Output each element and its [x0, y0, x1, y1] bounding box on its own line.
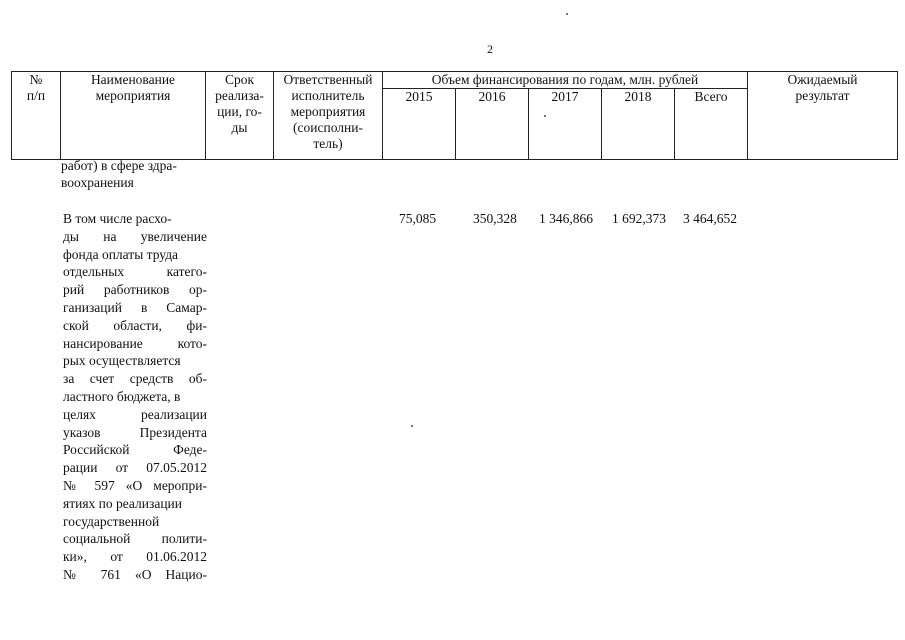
description-line: ганизаций в Самар-: [63, 299, 207, 315]
header-executor: Ответственный исполнитель мероприятия (соисполни- тель): [274, 72, 383, 160]
header-year-2015: 2015: [383, 89, 456, 160]
description-line: указов Президента: [63, 424, 207, 440]
header-num: № п/п: [12, 72, 61, 160]
header-funding: Объем финансирования по годам, млн. рублей: [383, 72, 748, 89]
value-total: 3 464,652: [683, 211, 737, 226]
value-2017: 1 346,866: [539, 211, 593, 226]
description-line: № 761 «О Нацио-: [63, 566, 207, 582]
description-line: рых осуществляется: [63, 353, 181, 369]
scan-speck: [544, 115, 546, 117]
description-line: рации от 07.05.2012: [63, 460, 207, 476]
description-line: В том числе расхо-: [63, 211, 172, 226]
description-line: Российской Феде-: [63, 442, 207, 458]
description-line: государственной: [63, 513, 160, 529]
value-2018: 1 692,373: [612, 211, 666, 226]
description-line: ской области, фи-: [63, 317, 207, 333]
description-line: нансирование кото-: [63, 335, 207, 351]
description-line: № 597 «О меропри-: [63, 477, 207, 493]
description-line: целях реализации: [63, 406, 207, 422]
description-line: ки», от 01.06.2012: [63, 549, 207, 565]
header-result: Ожидаемый результат: [748, 72, 898, 160]
value-2015: 75,085: [399, 211, 437, 226]
header-term: Срок реализа- ции, го- ды: [206, 72, 274, 160]
page-number: 2: [487, 42, 493, 56]
description-line: социальной полити-: [63, 531, 207, 547]
header-table: [11, 71, 898, 160]
continued-text: работ) в сфере здра- воохранения: [61, 158, 177, 190]
description-line: рий работников ор-: [63, 282, 207, 298]
header-name: Наименование мероприятия: [61, 72, 206, 160]
description-line: фонда оплаты труда: [63, 246, 179, 262]
header-year-2017: 2017: [529, 89, 602, 160]
description-line: ятиях по реализации: [63, 495, 182, 511]
header-year-2018: 2018: [602, 89, 675, 160]
measure-description: [63, 210, 207, 584]
description-line: ды на увеличение: [63, 228, 207, 244]
value-2016: 350,328: [473, 211, 517, 226]
header-total: Всего: [675, 89, 748, 160]
description-line: отдельных катего-: [63, 264, 207, 280]
scan-speck: [411, 425, 413, 427]
header-year-2016: 2016: [456, 89, 529, 160]
description-line: за счет средств об-: [63, 371, 207, 387]
scan-speck: [566, 13, 568, 15]
description-line: ластного бюджета, в: [63, 388, 181, 404]
